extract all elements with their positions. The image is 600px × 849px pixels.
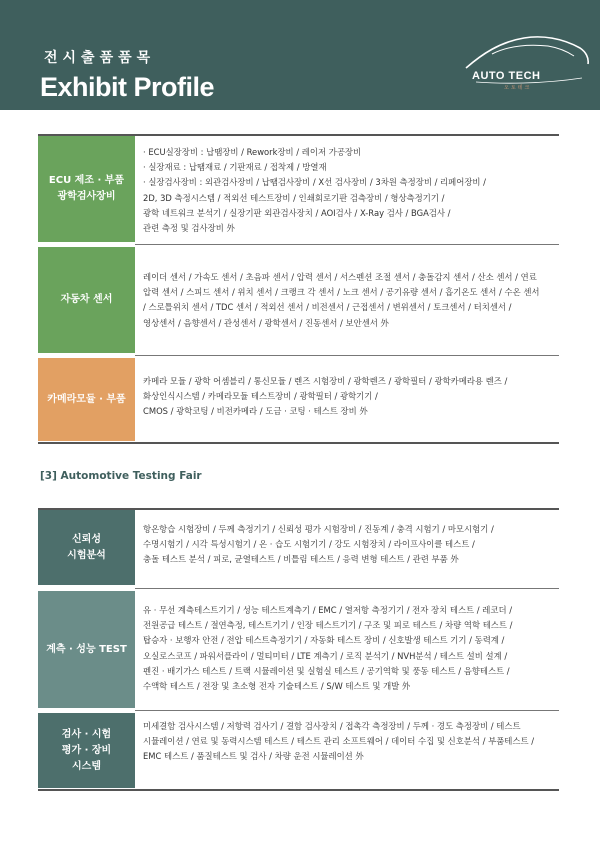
- category-cell: [38, 510, 135, 585]
- item-line: 충돌 테스트 분석 / 피로, 균열테스트 / 비틀림 테스트 / 응력 변형 테스트 / 관련 부품 外: [143, 554, 459, 565]
- english-title: Exhibit Profile: [40, 72, 215, 102]
- item-list: [143, 247, 563, 331]
- item-line: 영상센서 / 음향센서 / 관성센서 / 광학센서 / 진동센서 / 보안센서 外: [143, 317, 389, 328]
- item-line: / 스로틀위치 센서 / TDC 센서 / 적외선 센서 / 비전센서 / 근접센서 / 변위센서 / 토크센서 / 터치센서 /: [143, 302, 512, 313]
- page-header: [0, 0, 600, 110]
- korean-title: 전시출품품목: [44, 50, 156, 66]
- table-row: [38, 713, 559, 788]
- table-row: [38, 358, 559, 441]
- item-line: 관련 측정 및 검사장비 外: [143, 223, 235, 234]
- category-label: 시험분석: [67, 549, 106, 561]
- row-divider: [135, 355, 559, 356]
- item-line: EMC 테스트 / 품질테스트 및 검사 / 차량 운전 시뮬레이션 外: [143, 751, 364, 762]
- item-list: [143, 591, 563, 694]
- row-divider: [135, 588, 559, 589]
- item-line: 항온항습 시험장비 / 두께 측정기기 / 신뢰성 평가 시험장비 / 진동계 / 충격 시험기 / 마모시험기 /: [143, 524, 494, 534]
- table-row: [38, 591, 559, 708]
- category-cell: [38, 136, 135, 242]
- item-line: 시뮬레이션 / 연료 및 동력시스템 테스트 / 테스트 관리 소프트웨어 / 데이터 수집 및 신호분석 / 부품테스트 /: [143, 736, 535, 747]
- category-label: 검사 · 시험: [61, 728, 112, 740]
- category-label: 신뢰성: [72, 533, 101, 545]
- category-label: 시스템: [72, 760, 101, 772]
- item-list: [143, 358, 563, 420]
- category-label: 계측 · 성능 TEST: [46, 643, 127, 655]
- car-silhouette-icon: [462, 26, 592, 106]
- table-row: [38, 136, 559, 242]
- table-row: [38, 247, 559, 353]
- item-line: 탑승자 · 보행자 안전 / 전압 테스트측정기기 / 자동화 테스트 장비 / 신호발생 테스트 기기 / 동력계 /: [143, 635, 505, 646]
- logo-text: AUTO TECH: [472, 70, 541, 82]
- item-list: [143, 713, 563, 765]
- item-line: 광학 네트워크 분석기 / 실장기판 외관검사장치 / AOI검사 / X-Ray 검사 / BGA검사 /: [143, 207, 451, 218]
- category-label: ECU 제조 · 부품: [48, 175, 125, 186]
- item-line: 2D, 3D 측정시스템 / 적외선 테스트장비 / 인쇄회로기판 검측장비 / 형상측정기기 /: [143, 192, 445, 203]
- item-line: · 실장검사장비 : 외관검사장비 / 납땜검사장비 / X선 검사장비 / 3차원 측정장비 / 리페어장비 /: [143, 177, 486, 188]
- category-cell: [38, 358, 135, 441]
- category-label: 카메라모듈 · 부품: [47, 393, 126, 405]
- item-line: CMOS / 광학코팅 / 비전카메라 / 도금 · 코팅 · 테스트 장비 外: [143, 406, 368, 417]
- section-heading: [3] Automotive Testing Fair: [40, 470, 202, 482]
- auto-tech-logo: [462, 26, 592, 106]
- category-cell: [38, 713, 135, 788]
- item-line: 수명시험기 / 시각 특성시험기 / 온 · 습도 시험기기 / 강도 시험장치 / 라이프사이클 테스트 /: [143, 539, 475, 550]
- item-line: 수액학 테스트 / 전장 및 초소형 전자 기술테스트 / S/W 테스트 및 개발 外: [143, 681, 411, 692]
- item-list: [143, 510, 563, 568]
- item-line: 화상인식시스템 / 카메라모듈 테스트장비 / 광학필터 / 광학기기 /: [143, 391, 378, 402]
- item-line: 미세결함 검사시스템 / 저항력 검사기 / 결함 검사장치 / 접촉각 측정장비 / 두께 · 경도 측정장비 / 테스트: [143, 721, 521, 731]
- row-divider: [135, 710, 559, 711]
- item-line: 오실로스코프 / 파워서플라이 / 멀티미터 / LTE 계측기 / 로직 분석기 / NVH분석 / 테스트 설비 설계 /: [143, 650, 508, 661]
- table-row: [38, 510, 559, 585]
- logo-subtext: 오토테크: [504, 85, 532, 91]
- item-line: · ECU실장장비 : 납땜장비 / Rework장비 / 레이저 가공장비: [143, 147, 362, 157]
- item-line: 전원공급 테스트 / 절연측정, 테스트기기 / 인장 테스트기기 / 구조 및 피로 테스트 / 차량 역학 테스트 /: [143, 620, 513, 631]
- item-line: 레이더 센서 / 가속도 센서 / 초음파 센서 / 압력 센서 / 서스펜션 조절 센서 / 충돌감지 센서 / 산소 센서 / 연료: [143, 272, 537, 282]
- item-line: · 실장재료 : 납땜재료 / 기판재료 / 접착제 / 방열재: [143, 162, 327, 173]
- row-divider: [135, 244, 559, 245]
- category-label: 평가 · 장비: [61, 744, 112, 756]
- category-cell: [38, 247, 135, 353]
- category-cell: [38, 591, 135, 708]
- category-label: 자동차 센서: [60, 294, 113, 305]
- item-line: 카메라 모듈 / 광학 어셈블리 / 통신모듈 / 렌즈 시험장비 / 광학렌즈 / 광학필터 / 광학카메라용 렌즈 /: [143, 376, 508, 386]
- table-bottom-rule: [38, 442, 559, 444]
- item-line: 압력 센서 / 스피드 센서 / 위치 센서 / 크랭크 각 센서 / 노크 센서 / 공기유량 센서 / 흡기온도 센서 / 수온 센서: [143, 287, 540, 298]
- category-label: 광학검사장비: [57, 191, 116, 202]
- item-list: [143, 136, 563, 236]
- table-bottom-rule: [38, 789, 559, 791]
- item-line: 펜진 · 배기가스 테스트 / 트랙 시뮬레이션 및 실험실 테스트 / 공기역학 및 풍동 테스트 / 음향테스트 /: [143, 665, 510, 676]
- item-line: 유 · 무선 계측테스트기기 / 성능 테스트계측기 / EMC / 열저항 측정기기 / 전자 장치 테스트 / 레코더 /: [143, 605, 513, 615]
